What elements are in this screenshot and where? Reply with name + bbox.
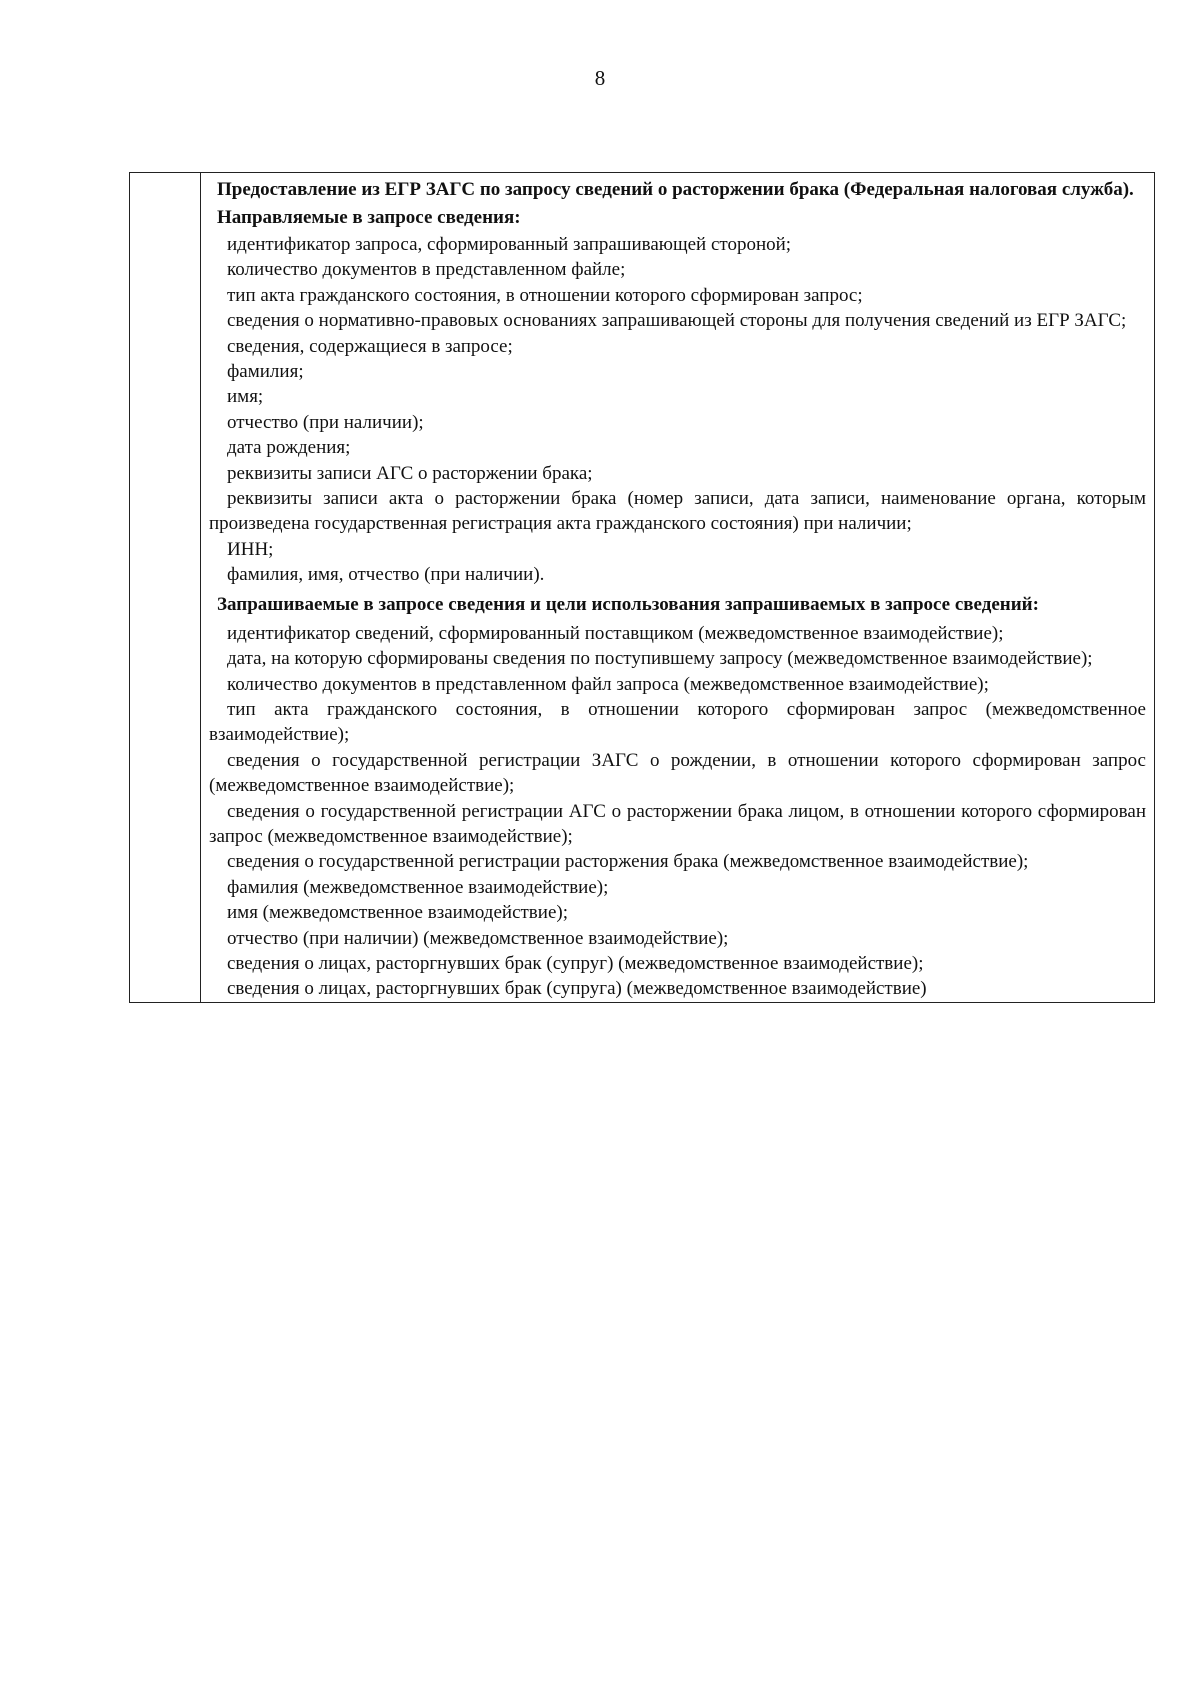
list-item: фамилия, имя, отчество (при наличии). <box>227 564 545 586</box>
list-item: количество документов в представленном файле; <box>227 259 626 281</box>
list-item: ИНН; <box>227 538 274 560</box>
cell-content <box>201 173 1154 1002</box>
list-item: тип акта гражданского состояния, в отношении которого сформирован запрос (межведомственное взаимодействие); <box>209 698 1146 746</box>
list-item: фамилия; <box>227 361 304 383</box>
table-row <box>130 173 1155 1003</box>
list-item: имя (межведомственное взаимодействие); <box>227 902 568 924</box>
list-item: отчество (при наличии) (межведомственное взаимодействие); <box>227 927 729 949</box>
list-item: сведения о государственной регистрации АГС о расторжении брака лицом, в отношении которого сформирован запрос (межведомственное взаимодействие); <box>209 800 1146 847</box>
list-item: идентификатор запроса, сформированный запрашивающей стороной; <box>227 234 792 255</box>
list-item: сведения о государственной регистрации расторжения брака (межведомственное взаимодействие); <box>227 851 1029 873</box>
empty-left-cell <box>130 173 201 1003</box>
sent-heading: Направляемые в запросе сведения: <box>217 207 521 228</box>
section-title: Предоставление из ЕГР ЗАГС по запросу сведений о расторжении брака (Федеральная налоговая служба). <box>217 179 1134 200</box>
list-item: сведения, содержащиеся в запросе; <box>227 335 513 357</box>
list-item: количество документов в представленном файл запроса (межведомственное взаимодействие); <box>227 673 989 695</box>
list-item: дата, на которую сформированы сведения по поступившему запросу (межведомственное взаимодействие); <box>227 648 1093 670</box>
list-item: сведения о нормативно-правовых основаниях запрашивающей стороны для получения сведений из ЕГР ЗАГС; <box>227 310 1127 332</box>
document-table <box>129 172 1155 1003</box>
requested-items-list <box>209 621 1146 1002</box>
content-cell <box>201 173 1155 1003</box>
list-item: фамилия (межведомственное взаимодействие); <box>227 876 609 898</box>
list-item: сведения о лицах, расторгнувших брак (супруг) (межведомственное взаимодействие); <box>227 952 924 974</box>
sent-items-list <box>209 232 1146 588</box>
list-item: идентификатор сведений, сформированный поставщиком (межведомственное взаимодействие); <box>227 622 1004 644</box>
list-item: отчество (при наличии); <box>227 411 424 433</box>
list-item: дата рождения; <box>227 437 351 459</box>
list-item: сведения о лицах, расторгнувших брак (супруга) (межведомственное взаимодействие) <box>227 978 927 1000</box>
list-item: имя; <box>227 386 264 408</box>
list-item: реквизиты записи акта о расторжении брака (номер записи, дата записи, наименование органа, которым произведена государственная регистрация акта гражданского состояния) при наличии; <box>209 488 1146 535</box>
list-item: сведения о государственной регистрации ЗАГС о рождении, в отношении которого сформирован запрос (межведомственное взаимодействие); <box>209 749 1146 797</box>
list-item: тип акта гражданского состояния, в отношении которого сформирован запрос; <box>227 284 863 306</box>
list-item: реквизиты записи АГС о расторжении брака; <box>227 462 593 484</box>
requested-heading: Запрашиваемые в запросе сведения и цели использования запрашиваемых в запросе сведений: <box>217 593 1039 615</box>
page-number: 8 <box>594 66 606 90</box>
